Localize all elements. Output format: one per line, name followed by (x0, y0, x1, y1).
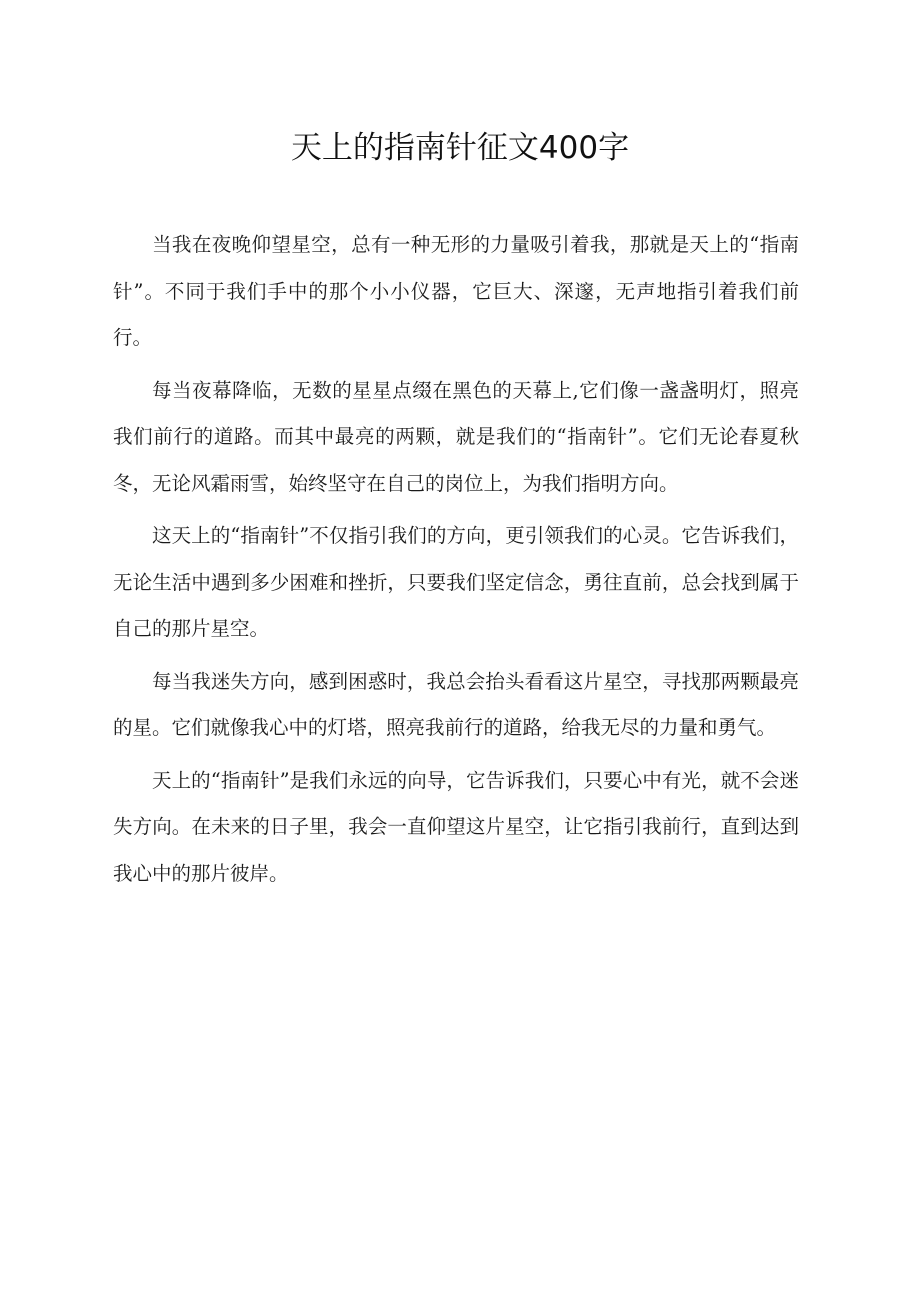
document-title: 天上的指南针征文400字 (290, 130, 630, 166)
paragraph-4: 每当我迷失方向，感到困惑时，我总会抬头看看这片星空，寻找那两颗最亮的星。它们就像我心中的灯塔，照亮我前行的道路，给我无尽的力量和勇气。 (113, 669, 799, 739)
paragraph-5: 天上的“指南针”是我们永远的向导，它告诉我们，只要心中有光，就不会迷失方向。在未来的日子里，我会一直仰望这片星空，让它指引我前行，直到达到我心中的那片彼岸。 (113, 768, 799, 885)
document-body (113, 222, 799, 903)
paragraph-3: 这天上的“指南针”不仅指引我们的方向，更引领我们的心灵。它告诉我们，无论生活中遇到多少困难和挫折，只要我们坚定信念，勇往直前，总会找到属于自己的那片星空。 (113, 524, 799, 640)
paragraph-1: 当我在夜晚仰望星空，总有一种无形的力量吸引着我，那就是天上的“指南针”。不同于我们手中的那个小小仪器，它巨大、深邃，无声地指引着我们前行。 (113, 233, 799, 349)
paragraph-2: 每当夜幕降临，无数的星星点缀在黑色的天幕上,它们像一盏盏明灯，照亮我们前行的道路。而其中最亮的两颗，就是我们的“指南针”。它们无论春夏秋冬，无论风霜雨雪，始终坚守在自己的岗位上，为我们指明方向。 (113, 378, 799, 495)
